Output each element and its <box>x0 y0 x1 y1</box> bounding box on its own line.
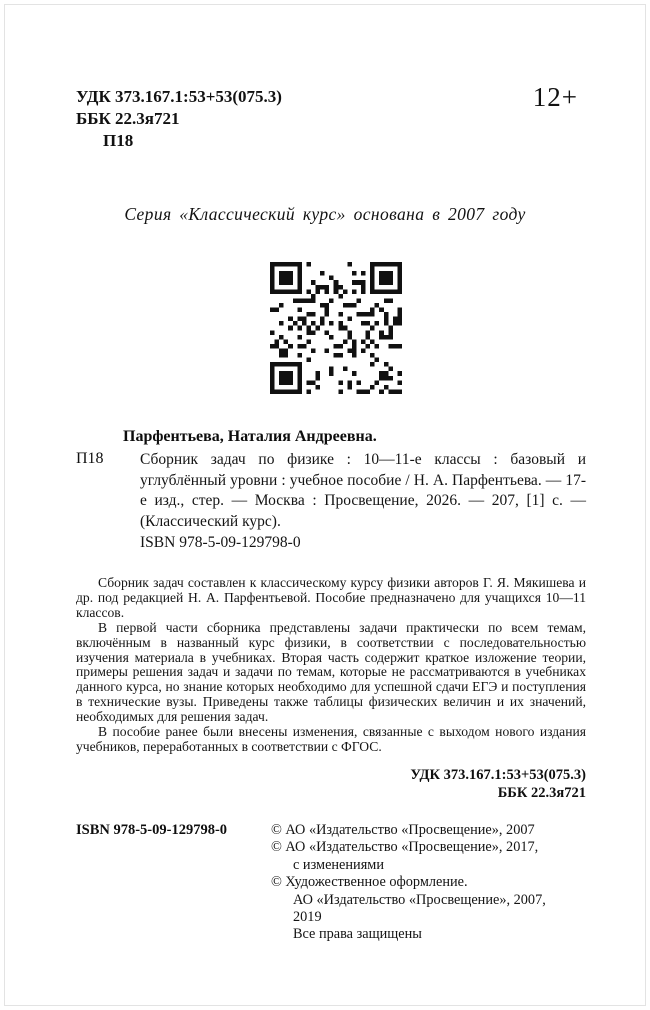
bbk-code-bottom: ББК 22.3я721 <box>497 784 586 801</box>
author-heading: Парфентьева, Наталия Андреевна. <box>123 428 377 445</box>
annotation-paragraph: В первой части сборника представлены задачи практически по всем темам, включённым в названный курс физики, в соответствии с последовательностью изучения материала в учебниках. Вторая часть содержит краткое изложение теории, примеры решения задач и задачи по темам, которые не рассматриваются в учебниках данного курса, но знание которых необходимо для успешной сдачи ЕГЭ и поступления в технические вузы. Приведены также таблицы физических величин и их значений, необходимых для решения задач. <box>76 619 586 725</box>
copyright-line: 2019 <box>293 909 322 926</box>
annotation-block <box>76 576 586 802</box>
udk-code-top: УДК 373.167.1:53+53(075.3) <box>76 87 282 106</box>
cataloging-codes-bottom <box>76 766 586 802</box>
isbn-line: ISBN 978-5-09-129798-0 <box>140 534 301 552</box>
copyright-line: © АО «Издательство «Просвещение», 2017, <box>271 839 539 856</box>
isbn-footer: ISBN 978-5-09-129798-0 <box>76 822 228 838</box>
copyright-line: Все права защищены <box>293 926 422 943</box>
copyright-line: © Художественное оформление. <box>271 874 468 891</box>
qr-code <box>270 262 402 394</box>
bibliographic-description: Сборник задач по физике : 10—11-е классы : базовый и углублённый уровни : учебное пособие / Н. А. Парфентьева. — 17-е изд., стер. — Москва : Просвещение, 2026. — 207, [1] с. — (Классический курс). <box>140 451 586 530</box>
udk-code-bottom: УДК 373.167.1:53+53(075.3) <box>410 766 586 783</box>
copyright-line: © АО «Издательство «Просвещение», 2007 <box>271 822 535 838</box>
cataloging-codes-top <box>76 86 282 152</box>
annotation-paragraph: В пособие ранее были внесены изменения, связанные с выходом нового издания учебников, переработанных в соответствии с ФГОС. <box>76 724 586 754</box>
series-line: Серия «Классический курс» основана в 2007 году <box>124 204 526 224</box>
bbk-code-top: ББК 22.3я721 <box>76 109 180 128</box>
copyright-block <box>271 822 593 944</box>
copyright-line: АО «Издательство «Просвещение», 2007, <box>293 891 546 908</box>
age-rating-badge: 12+ <box>532 82 578 112</box>
author-sign-entry: П18 <box>76 450 104 467</box>
annotation-paragraph: Сборник задач составлен к классическому курсу физики авторов Г. Я. Мякишева и др. под редакцией Н. А. Парфентьевой. Пособие предназначено для учащихся 10—11 классов. <box>76 575 586 620</box>
author-sign-top: П18 <box>103 131 134 150</box>
copyright-line: с изменениями <box>293 856 384 873</box>
bibliographic-entry <box>140 450 586 554</box>
